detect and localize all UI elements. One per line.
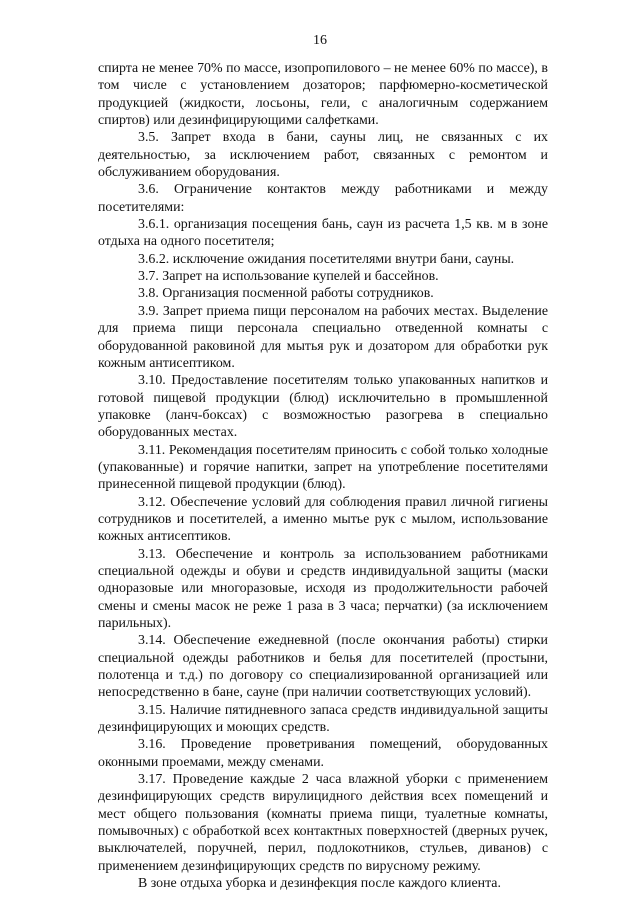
paragraph-continuation: спирта не менее 70% по массе, изопропилового – не менее 60% по массе), в том числе с установлением дозаторов; парфюмерно-косметической продукцией (жидкости, лосьоны, гели, с аналогичным содержанием спиртов) или дезинфицирующими салфетками. [98, 61, 548, 129]
page-number: 16 [313, 33, 327, 48]
paragraph-3-13: 3.13. Обеспечение и контроль за использованием работниками специальной одежды и обуви и средств индивидуальной защиты (маски одноразовые или многоразовые, исходя из продолжительности рабочей смены и смены масок не реже 1 раза в 3 часа; перчатки) (за исключением парильных). [98, 546, 548, 631]
paragraph-3-7: 3.7. Запрет на использование купелей и бассейнов. [138, 269, 439, 285]
paragraph-3-14: 3.14. Обеспечение ежедневной (после окончания работы) стирки специальной одежды работников и белья для посетителей (простыни, полотенца и т.д.) по договору со специализированной организацией или непосредственно в бане, сауне (при наличии соответствующих условий). [98, 633, 548, 701]
paragraph-3-6: 3.6. Ограничение контактов между работниками и между посетителями: [98, 182, 548, 215]
paragraph-3-5: 3.5. Запрет входа в бани, сауны лиц, не связанных с их деятельностью, за исключением работ, связанных с ремонтом и обслуживанием оборудования. [98, 130, 548, 181]
paragraph-rest-zone: В зоне отдыха уборка и дезинфекция после каждого клиента. [138, 876, 501, 892]
paragraph-3-12: 3.12. Обеспечение условий для соблюдения правил личной гигиены сотрудников и посетителей, а именно мытье рук с мылом, использование кожных антисептиков. [98, 494, 548, 545]
paragraph-3-15: 3.15. Наличие пятидневного запаса средств индивидуальной защиты дезинфицирующих и моющих средств. [98, 702, 548, 736]
paragraph-3-9: 3.9. Запрет приема пищи персоналом на рабочих местах. Выделение для приема пищи персонала специально отведенной комнаты с оборудованной раковиной для мытья рук и дозатором для обработки рук кожным антисептиком. [98, 303, 548, 371]
paragraph-3-6-1: 3.6.1. организация посещения бань, саун из расчета 1,5 кв. м в зоне отдыха на одного посетителя; [98, 217, 548, 250]
paragraph-3-6-2: 3.6.2. исключение ожидания посетителями внутри бани, сауны. [138, 251, 515, 267]
paragraph-3-8: 3.8. Организация посменной работы сотрудников. [138, 286, 434, 302]
paragraph-3-16: 3.16. Проведение проветривания помещений, оборудованных оконными проемами, между сменами. [98, 737, 548, 770]
paragraph-3-17: 3.17. Проведение каждые 2 часа влажной уборки с применением дезинфицирующих средств вирулицидного действия всех помещений и мест общего пользования (комнаты приема пищи, туалетные комнаты, помывочных) с обработкой всех контактных поверхностей (дверных ручек, выключателей, поручней, перил, подлокотников, стульев, диванов) с применением дезинфицирующих средств по вирусному режиму. [98, 772, 548, 874]
document-body [98, 60, 548, 893]
paragraph-3-11: 3.11. Рекомендация посетителям приносить с собой только холодные (упакованные) и горячие напитки, запрет на употребление посетителями принесенной пищевой продукции (блюд). [98, 442, 548, 493]
paragraph-3-10: 3.10. Предоставление посетителям только упакованных напитков и готовой пищевой продукции (блюд) исключительно в промышленной упаковке (ланч-боксах) с возможностью разогрева в специально оборудованных местах. [98, 373, 548, 441]
